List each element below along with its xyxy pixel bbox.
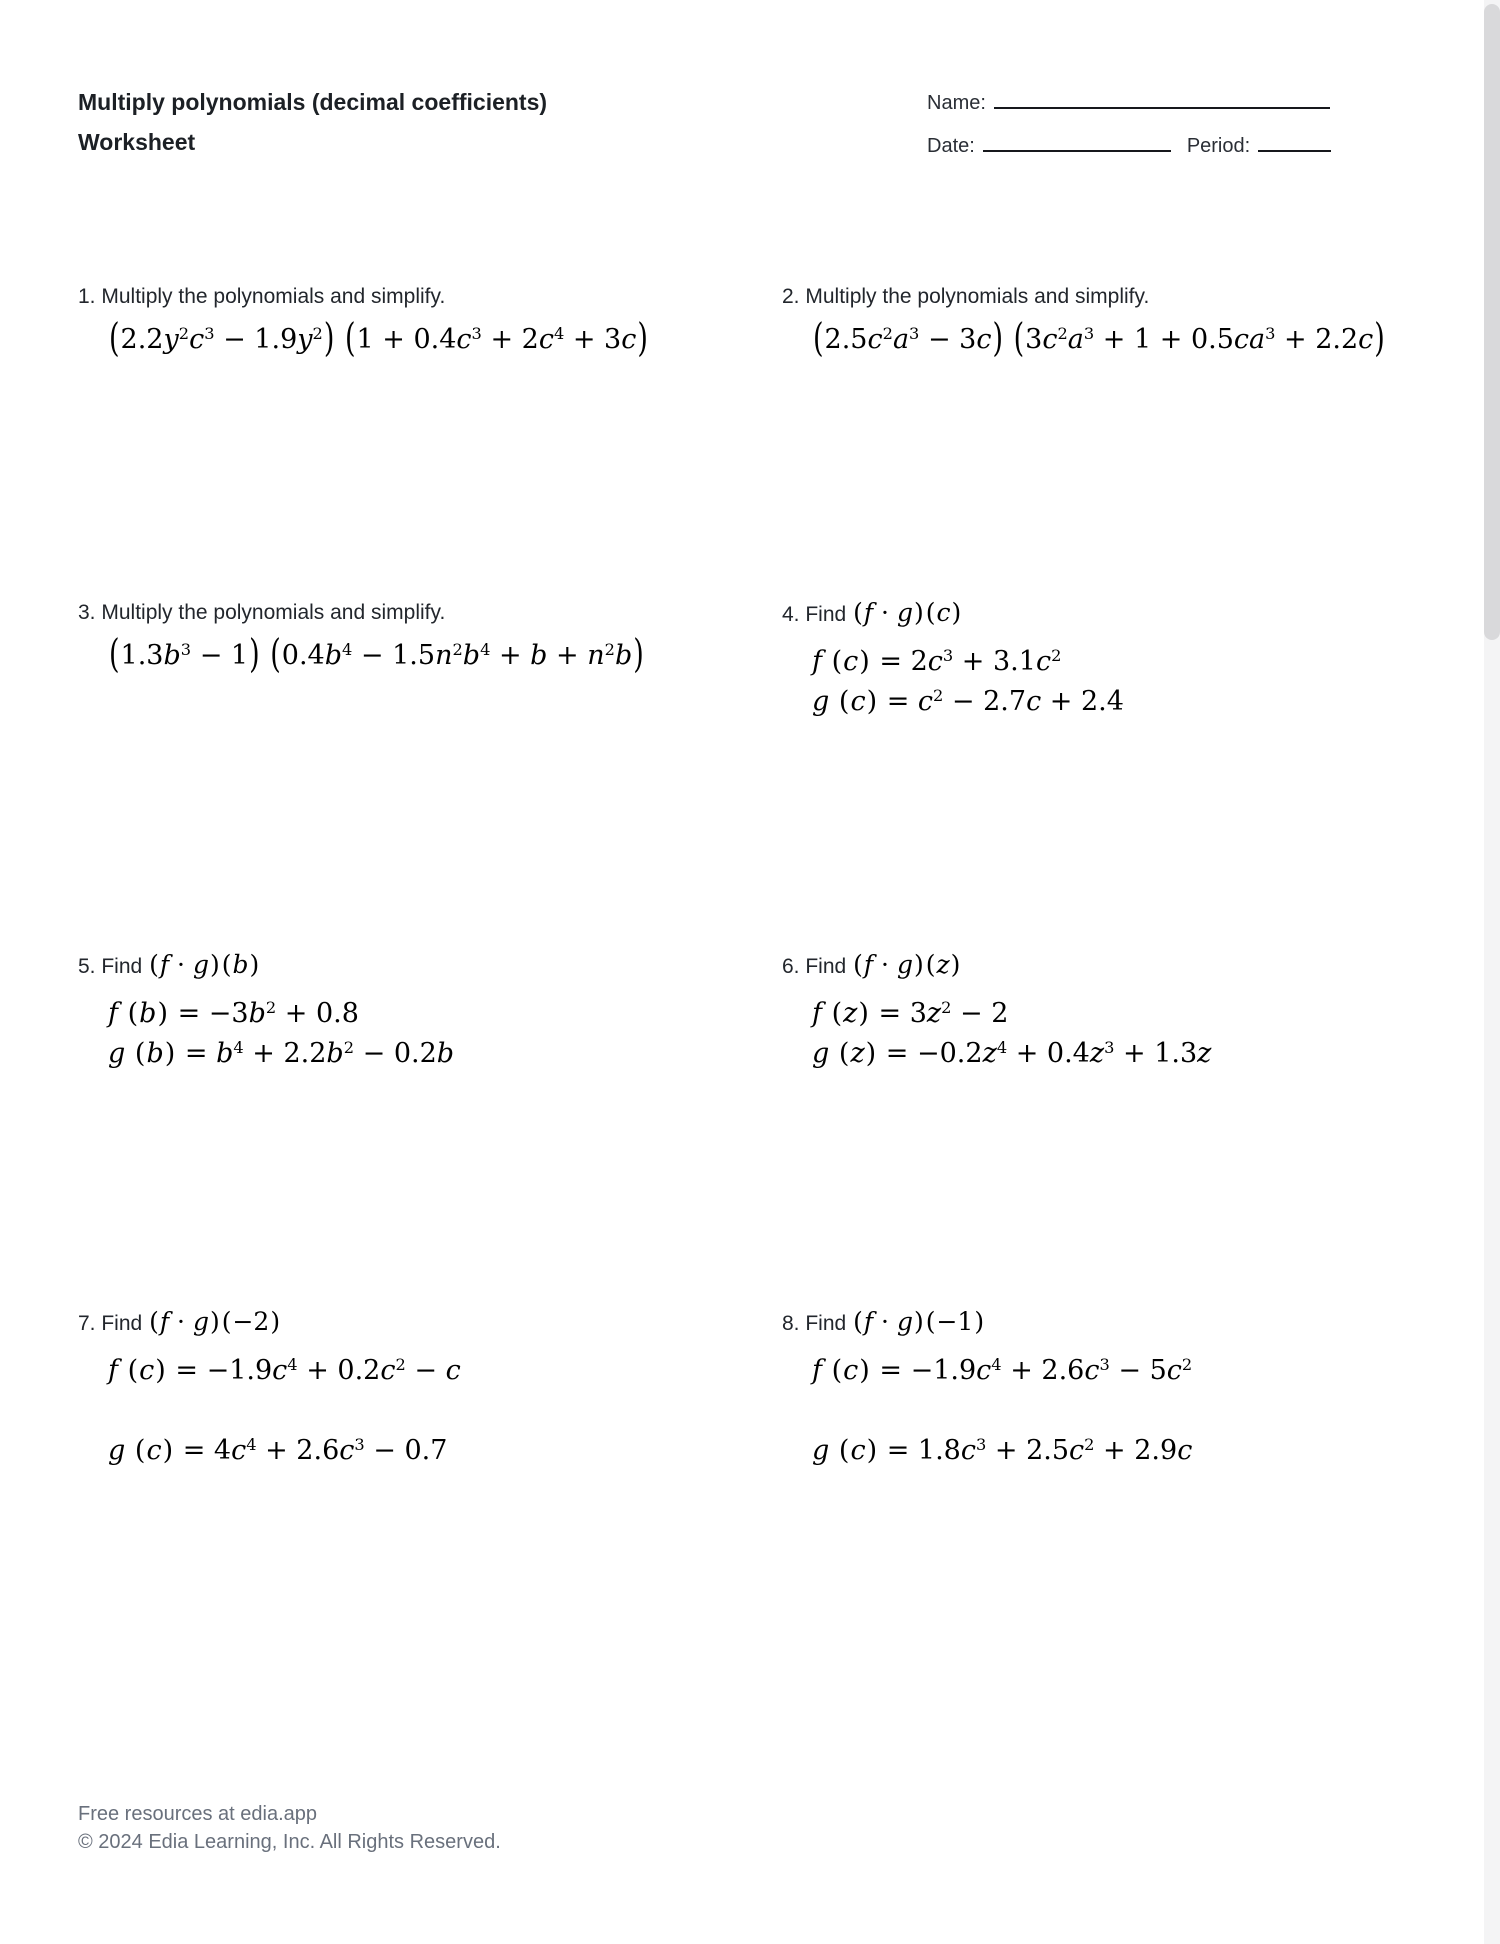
math-line: g $(c) = c^2 - 2.7c + 2.4$ [812, 686, 1124, 717]
math-line: f $(c) = 2c^3 + 3.1c^2$ [812, 646, 1062, 677]
period-blank-line [1258, 138, 1331, 152]
problem-prompt [78, 598, 645, 628]
problem-prompt [78, 282, 649, 312]
name-blank-line [994, 95, 1330, 109]
prompt-text: Multiply the polynomials and simplify. [805, 285, 1150, 308]
math-line: g $(b) = b^4 + 2.2b^2 - 0.2b$ [108, 1038, 455, 1069]
name-label: Name: [927, 92, 986, 114]
math-line: f $(c) = -1.9c^4 + 2.6c^3 - 5c^2$ [812, 1355, 1193, 1386]
problem-7 [78, 1307, 461, 1471]
problem-1 [78, 282, 649, 362]
problem-math-lines [782, 1351, 1192, 1471]
problem-number: 5. [78, 955, 96, 978]
date-period-row [927, 135, 1331, 158]
problem-number: 4. [782, 603, 800, 626]
problem-math-lines [78, 632, 645, 678]
prompt-text: Find [805, 1312, 847, 1335]
prompt-text: Multiply the polynomials and simplify. [101, 285, 446, 308]
problem-number: 2. [782, 285, 800, 308]
problem-number: 8. [782, 1312, 800, 1335]
date-label: Date: [927, 135, 975, 157]
problem-number: 3. [78, 601, 96, 624]
date-blank-line [983, 138, 1171, 152]
scrollbar-thumb[interactable] [1484, 4, 1500, 640]
problem-8 [782, 1307, 1192, 1471]
problem-math-lines [782, 316, 1386, 362]
problem-math-lines [782, 994, 1211, 1074]
prompt-math: (f · g)(−2) [149, 1307, 281, 1336]
problem-5 [78, 950, 454, 1074]
worksheet-footer [78, 1800, 501, 1856]
title-line2: Worksheet [78, 129, 196, 155]
math-line: g $(c) = 1.8c^3 + 2.5c^2 + 2.9c$ [812, 1435, 1193, 1466]
math-line: $(2.2y^2c^3 - 1.9y^2) (1 + 0.4c^3 + 2c^4 + 3c)$ [109, 316, 648, 362]
problem-prompt [782, 282, 1386, 312]
prompt-text: Find [805, 955, 847, 978]
student-fields [927, 92, 1331, 178]
prompt-text: Multiply the polynomials and simplify. [101, 601, 446, 624]
problem-prompt [78, 1307, 461, 1339]
math-line: g $(z) = -0.2z^4 + 0.4z^3 + 1.3z$ [812, 1038, 1212, 1069]
problem-math-lines [782, 642, 1124, 722]
math-line: f $(z) = 3z^2 - 2$ [812, 998, 1009, 1029]
problem-2 [782, 282, 1386, 362]
name-row [927, 92, 1331, 115]
prompt-math: (f · g)(b) [149, 950, 260, 979]
problem-number: 6. [782, 955, 800, 978]
problem-math-lines [78, 1351, 461, 1471]
problem-prompt [782, 950, 1211, 982]
math-line: $(2.5c^2a^3 - 3c) (3c^2a^3 + 1 + 0.5ca^3 + 2.2c)$ [813, 316, 1385, 362]
problem-4 [782, 598, 1124, 722]
problem-number: 1. [78, 285, 96, 308]
problem-6 [782, 950, 1211, 1074]
period-label: Period: [1186, 135, 1251, 157]
prompt-math: (f · g)(z) [853, 950, 961, 979]
problem-math-lines [78, 994, 454, 1074]
math-line: $(1.3b^3 - 1) (0.4b^4 - 1.5n^2b^4 + b + n^2b)$ [109, 632, 644, 678]
title-line1: Multiply polynomials (decimal coefficients) [78, 89, 548, 115]
math-line: g $(c) = 4c^4 + 2.6c^3 - 0.7$ [108, 1435, 448, 1466]
footer-copyright-text: © 2024 Edia Learning, Inc. All Rights Reserved. [78, 1831, 501, 1853]
problem-3 [78, 598, 645, 678]
worksheet-title [78, 82, 547, 162]
problem-number: 7. [78, 1312, 96, 1335]
prompt-math: (f · g)(c) [853, 598, 962, 627]
math-line: f $(c) = -1.9c^4 + 0.2c^2 - c$ [108, 1355, 461, 1386]
prompt-text: Find [101, 1312, 143, 1335]
problem-prompt [78, 950, 454, 982]
scrollbar-track[interactable] [1484, 0, 1500, 1944]
math-line: f $(b) = -3b^2 + 0.8$ [108, 998, 359, 1029]
problem-prompt [782, 1307, 1192, 1339]
prompt-text: Find [805, 603, 847, 626]
problem-math-lines [78, 316, 649, 362]
prompt-math: (f · g)(−1) [853, 1307, 985, 1336]
prompt-text: Find [101, 955, 143, 978]
problem-prompt [782, 598, 1124, 630]
footer-resources-text: Free resources at edia.app [78, 1803, 318, 1825]
